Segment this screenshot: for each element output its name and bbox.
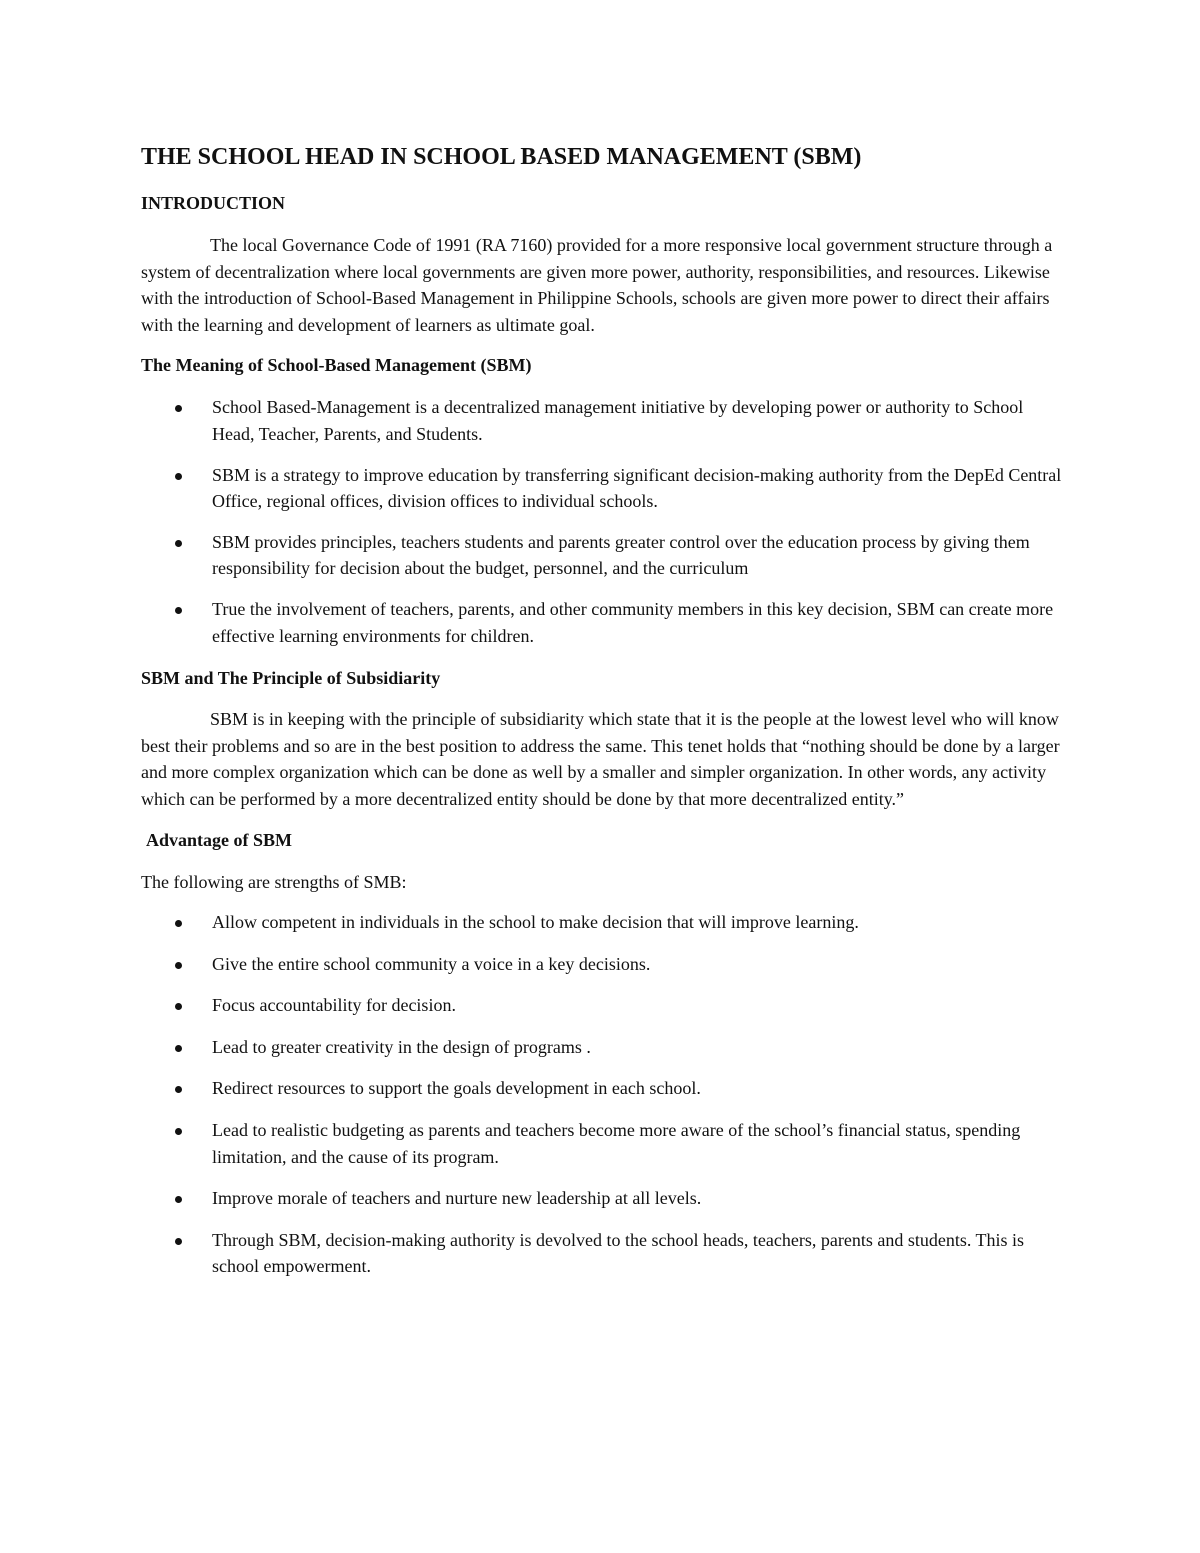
list-item-text: Allow competent in individuals in the school to make decision that will improve learning. (212, 912, 859, 933)
bullet-icon (175, 405, 182, 412)
introduction-paragraph: The local Governance Code of 1991 (RA 7160) provided for a more responsive local government structure through a system of decentralization where local governments are given more power, authority, responsibilities, and resources. Likewise with the introduction of School-Based Management in Philippine Schools, schools are given more power to direct their affairs with the learning and development of learners as ultimate goal. (141, 235, 1053, 335)
list-item-text: Lead to realistic budgeting as parents and teachers become more aware of the school’s financial status, spending limitation, and the cause of its program. (212, 1120, 1021, 1167)
subsidiarity-paragraph: SBM is in keeping with the principle of subsidiarity which state that it is the people at the lowest level who will know best their problems and so are in the best position to address the same. This tenet holds that “nothing should be done by a larger and more complex organization which can be done as well by a smaller and simpler organization. In other words, any activity which can be performed by a more decentralized entity should be done by that more decentralized entity.” (141, 709, 1060, 809)
document-title: THE SCHOOL HEAD IN SCHOOL BASED MANAGEMENT (SBM) (141, 144, 862, 170)
list-item-text: SBM is a strategy to improve education by transferring significant decision-making authority from the DepEd Central Office, regional offices, division offices to individual schools. (212, 464, 1062, 512)
advantage-bullet-list (141, 909, 1066, 1280)
introduction-heading: INTRODUCTION (141, 193, 286, 213)
list-item-text: Through SBM, decision-making authority is devolved to the school heads, teachers, parents and students. This is school empowerment. (212, 1229, 1025, 1277)
bullet-icon (175, 1238, 182, 1245)
list-item (141, 992, 1066, 1019)
bullet-icon (175, 1128, 182, 1135)
subsidiarity-heading: SBM and The Principle of Subsidiarity (141, 668, 441, 689)
meaning-heading: The Meaning of School-Based Management (SBM) (141, 355, 532, 376)
bullet-icon (175, 1045, 182, 1052)
advantage-intro: The following are strengths of SMB: (141, 871, 407, 892)
list-item (141, 1185, 1066, 1212)
list-item (141, 529, 1066, 582)
bullet-icon (175, 540, 182, 547)
list-item-text: Redirect resources to support the goals development in each school. (212, 1078, 701, 1099)
bullet-icon (175, 1003, 182, 1010)
list-item-text: True the involvement of teachers, parents, and other community members in this key decision, SBM can create more effective learning environments for children. (212, 598, 1054, 646)
bullet-icon (175, 1086, 182, 1093)
list-item (141, 1227, 1066, 1280)
list-item (141, 394, 1066, 447)
list-item (141, 1075, 1066, 1102)
bullet-icon (175, 920, 182, 927)
list-item (141, 462, 1066, 515)
list-item-text: Focus accountability for decision. (212, 995, 456, 1016)
document-page (141, 140, 1066, 1280)
bullet-icon (175, 1196, 182, 1203)
list-item-text: Give the entire school community a voice in a key decisions. (212, 953, 651, 974)
list-item-text: Improve morale of teachers and nurture new leadership at all levels. (212, 1188, 702, 1209)
list-item (141, 596, 1066, 649)
meaning-bullet-list (141, 394, 1066, 649)
list-item-text: School Based-Management is a decentralized management initiative by developing power or authority to School Head, Teacher, Parents, and Students. (212, 397, 1024, 444)
bullet-icon (175, 962, 182, 969)
list-item (141, 1034, 1066, 1061)
list-item-text: SBM provides principles, teachers students and parents greater control over the education process by giving them responsibility for decision about the budget, personnel, and the curriculum (212, 531, 1030, 579)
list-item (141, 909, 1066, 936)
bullet-icon (175, 607, 182, 614)
bullet-icon (175, 473, 182, 480)
list-item-text: Lead to greater creativity in the design of programs . (212, 1036, 591, 1057)
list-item (141, 1117, 1066, 1170)
advantage-heading: Advantage of SBM (146, 829, 293, 850)
list-item (141, 951, 1066, 978)
